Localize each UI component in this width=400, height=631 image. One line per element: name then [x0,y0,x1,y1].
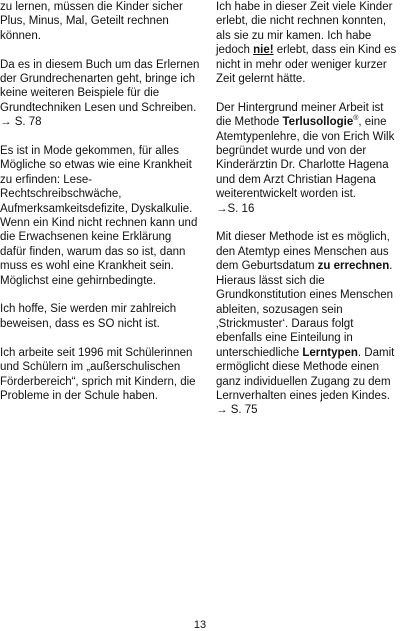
paragraph [216,0,400,86]
left-column [0,0,200,403]
method-name: Terlusollogie [282,116,354,129]
paragraph: Da es in diesem Buch um das Erlernen der Grundrechenarten geht, bringe ich keine weiteren Beispiele für die Grundtechniken Lesen und Schreiben. → S. 78 [0,58,200,129]
text-run: . Hieraus lässt sich die Grundkonstitution eines Menschen ableiten, sozusagen sein ‚Strickmuster‘. Daraus folgt ebenfalls eine Einteilung in unterschiedliche [216,260,394,359]
emphasis-text: zu errechnen [317,260,390,273]
paragraph: Es ist in Mode gekommen, für alles Mögliche so etwas wie eine Krankheit zu erfinden: Lese-Rechtschreibschwäche, Aufmerksamkeitsdefizite, Dyskalkulie. Wenn ein Kind nicht rechnen kann und die Erwachsenen keine Erklärung dafür finden, warum das so ist, dann muss es wohl eine Krankheit sein. Möglichst eine gehirnbedingte. [0,145,198,287]
page-reference: →S. 16 [216,202,255,215]
page-number: 13 [193,619,207,631]
paragraph: Ich hoffe, Sie werden mir zahlreich beweisen, dass es SO nicht ist. [0,303,177,330]
registered-mark: ® [353,115,359,123]
page-reference: → S. 75 [216,404,258,417]
text-run: , eine Atemtypenlehre, die von Erich Wilk begründet wurde und von der Kinderärztin Dr. Charlotte Hagena und dem Arzt Christian Hagena weiterentwickelt worden ist. [216,116,395,201]
emphasis-text: Lerntypen [302,346,358,359]
text-run: erlebt, dass ein Kind es nicht in mehr oder weniger kurzer Zeit gelernt hätte. [216,44,397,86]
text-run: Mit dieser Methode ist es möglich, den Atemtyp eines Menschen aus dem Geburtsdatum [216,231,390,273]
emphasis-text: nie! [253,44,274,57]
paragraph [216,230,400,417]
paragraph: zu lernen, müssen die Kinder sicher Plus, Minus, Mal, Geteilt rechnen können. [0,1,183,42]
text-run: Ich habe in dieser Zeit viele Kinder erlebt, die nicht rechnen konnten, als sie zu mir kamen. Ich habe jedoch [216,1,393,57]
text-run: . Damit ermöglicht diese Methode einen ganz individuellen Zugang zu dem Lernverhalten eines jeden Kindes. [216,346,395,402]
paragraph [216,101,400,216]
right-column [216,0,400,418]
text-run: Der Hintergrund meiner Arbeit ist die Methode [216,101,384,129]
paragraph: Ich arbeite seit 1996 mit Schülerinnen und Schülern im „außerschulischen Förderbereich“, sprich mit Kindern, die Probleme in der Schule haben. [0,346,196,402]
